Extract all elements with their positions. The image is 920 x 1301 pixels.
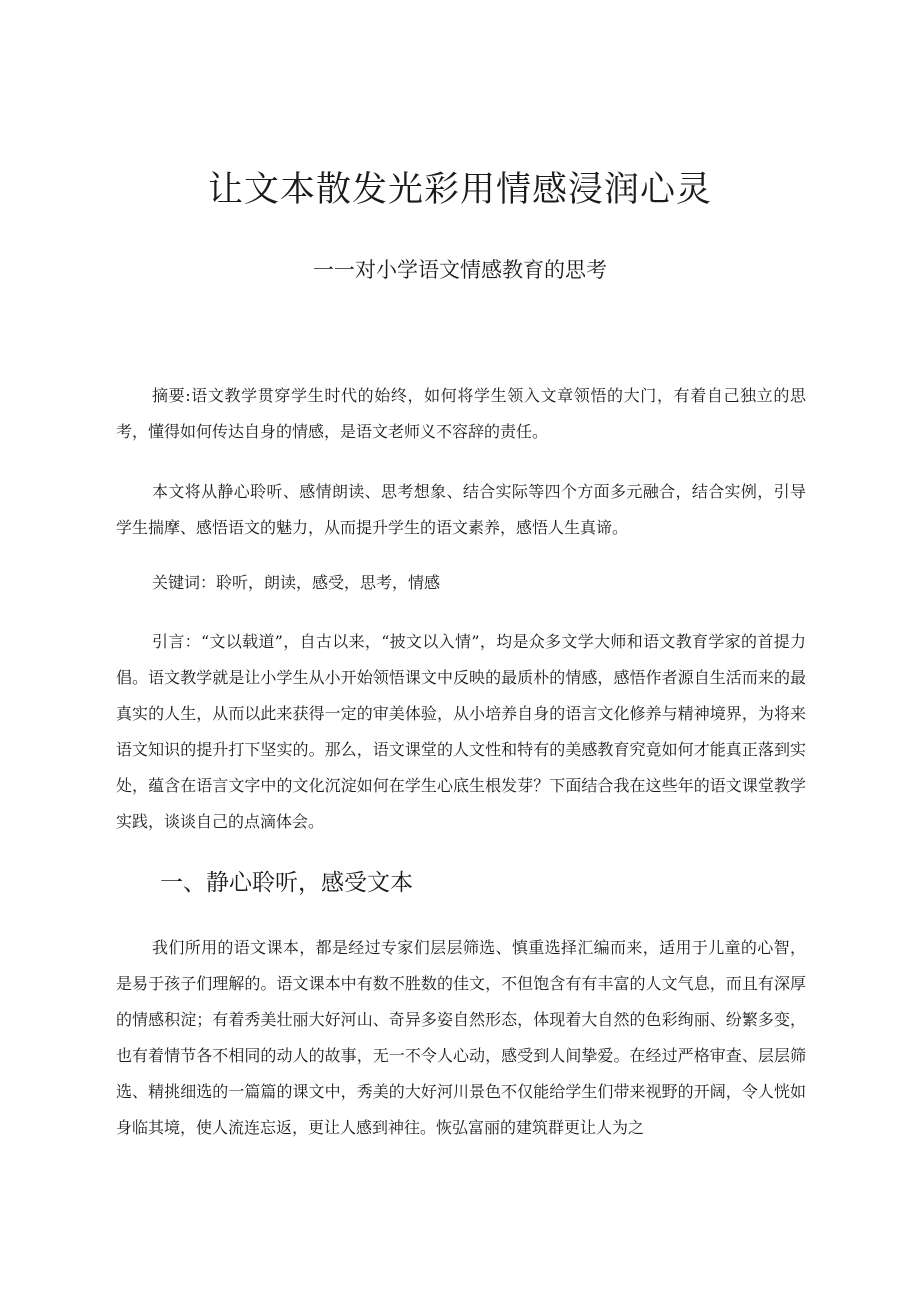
keywords-paragraph: 关键词：聆听，朗读，感受，思考，情感 [152, 573, 441, 592]
section-body-paragraph: 我们所用的语文课本，都是经过专家们层层筛选、慎重选择汇编而来，适用于儿童的心智，是易于孩子们理解的。语文课本中有数不胜数的佳文，不但饱含有有丰富的人文气息，而且有深厚的情感积淀；有着秀美壮丽大好河山、奇异多姿自然形态，体现着大自然的色彩绚丽、纷繁多变，也有着情节各不相同的动人的故事，无一不令人心动，感受到人间挚爱。在经过严格审查、层层筛选、精挑细选的一篇篇的课文中，秀美的大好河川景色不仅能给学生们带来视野的开阔，令人恍如身临其境，使人流连忘返，更让人感到神往。恢弘富丽的建筑群更让人为之 [116, 938, 806, 1137]
abstract-paragraph-2: 本文将从静心聆听、感情朗读、思考想象、结合实际等四个方面多元融合，结合实例，引导学生揣摩、感悟语文的魅力，从而提升学生的语文素养，感悟人生真谛。 [116, 482, 806, 537]
section-heading: 一、静心聆听，感受文本 [160, 870, 413, 896]
introduction-paragraph: 引言：“文以载道”，自古以来，“披文以入情”，均是众多文学大师和语文教育学家的首提力倡。语文教学就是让小学生从小开始领悟课文中反映的最质朴的情感，感悟作者源自生活而来的最真实的人生，从而以此来获得一定的审美体验，从小培养自身的语言文化修养与精神境界，为将来语文知识的提升打下坚实的。那么，语文课堂的人文性和特有的美感教育究竟如何才能真正落到实处，蕴含在语言文字中的文化沉淀如何在学生心底生根发芽？下面结合我在这些年的语文课堂教学实践，谈谈自己的点滴体会。 [116, 632, 806, 831]
document-subtitle: 一一对小学语文情感教育的思考 [313, 258, 607, 282]
abstract-paragraph: 摘要:语文教学贯穿学生时代的始终，如何将学生领入文章领悟的大门，有着自己独立的思考，懂得如何传达自身的情感，是语文老师义不容辞的责任。 [116, 386, 806, 441]
document-title: 让文本散发光彩用情感浸润心灵 [207, 170, 712, 210]
